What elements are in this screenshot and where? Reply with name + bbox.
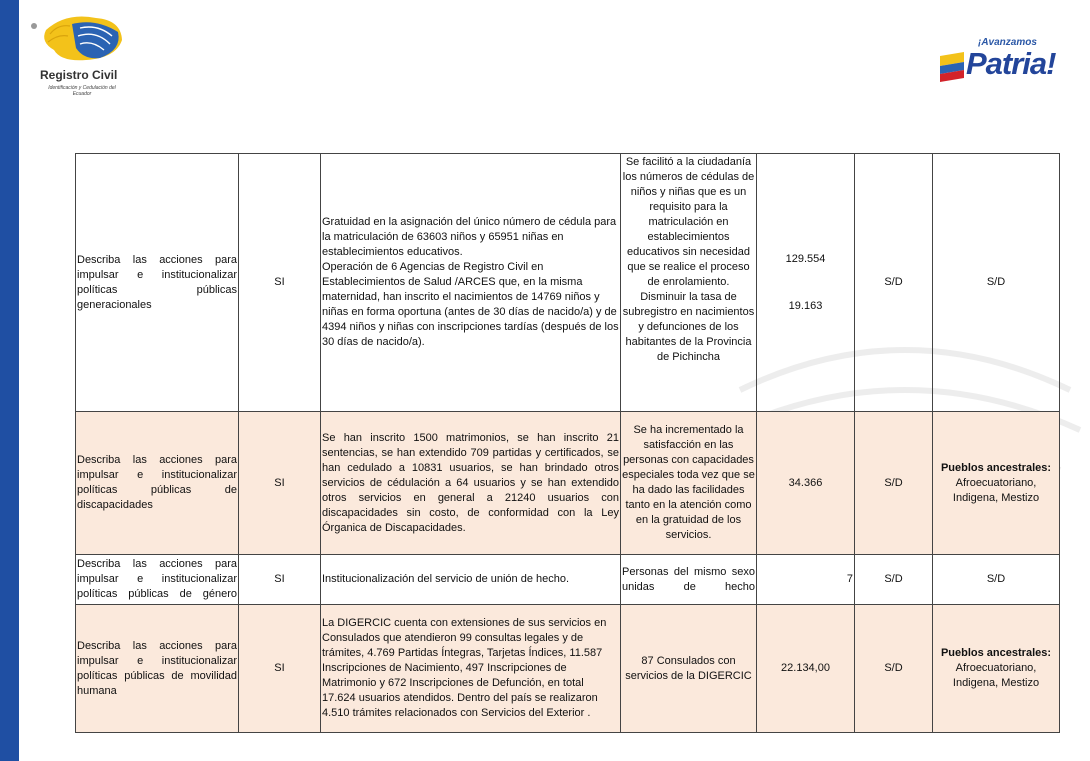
table-row (76, 605, 1060, 733)
col6-cell: S/D (855, 605, 933, 733)
left-accent-bar (0, 0, 19, 761)
question-cell: Describa las acciones para impulsar e institucionalizar políticas públicas de discapacidades (76, 412, 239, 555)
flag-ribbon-icon (938, 50, 968, 90)
col7-cell: S/D (933, 154, 1060, 412)
table-row (76, 412, 1060, 555)
results-cell: Se facilitó a la ciudadanía los números de cédulas de niños y niñas que es un requisito para la matriculación en establecimientos educativos sin necesidad que se realice el proceso de enrolamiento. Disminuir la tasa de subregistro en nacimientos y defunciones de los habitantes de la Provincia de Pichincha (621, 154, 757, 412)
answer-cell: SI (239, 605, 321, 733)
patria-tagline: ¡Avanzamos (978, 37, 1037, 48)
value-cell: 34.366 (757, 412, 855, 555)
col7-cell: Pueblos ancestrales: Afroecuatoriano, Indigena, Mestizo (933, 412, 1060, 555)
answer-cell: SI (239, 154, 321, 412)
actions-cell: Institucionalización del servicio de unión de hecho. (321, 555, 621, 605)
value-cell: 129.554 19.163 (757, 154, 855, 412)
table-row (76, 154, 1060, 412)
value-cell: 22.134,00 (757, 605, 855, 733)
actions-cell: Gratuidad en la asignación del único número de cédula para la matriculación de 63603 niños y 65951 niñas en establecimientos educativos. Operación de 6 Agencias de Registro Civil en Establecimientos de Salud /ARCES que, en la misma maternidad, han inscrito el nacimientos de 14769 niños y niñas en forma oportuna (antes de 30 días de nacido/a) y de 4394 niños y niñas con inscripciones tardías (después de los 30 días de nacido/a). (321, 154, 621, 412)
registro-civil-subtitle: Identificación y Cedulación del Ecuador (48, 85, 116, 97)
patria-word: Patria! (966, 46, 1056, 81)
answer-cell: SI (239, 412, 321, 555)
results-cell: 87 Consulados con servicios de la DIGERCIC (621, 605, 757, 733)
avanzamos-patria-logo (938, 34, 1056, 90)
pueblos-title: Pueblos ancestrales: (940, 647, 1052, 659)
value-cell: 7 (757, 555, 855, 605)
policy-table (75, 153, 1060, 733)
registro-civil-logo (26, 10, 136, 114)
registro-civil-title: Registro Civil (40, 68, 118, 82)
actions-cell: La DIGERCIC cuenta con extensiones de sus servicios en Consulados que atendieron 99 consultas legales y de trámites, 4.769 Partidas Íntegras, Tarjetas Índices, 11.587 Inscripciones de Nacimiento, 497 Inscripciones de Matrimonio y 672 Inscripciones de Defunción, en total 17.624 usuarios atendidos. Dentro del país se realizaron 4.510 trámites relacionados con Servicios del Exterior . (321, 605, 621, 733)
answer-cell: SI (239, 555, 321, 605)
actions-cell: Se han inscrito 1500 matrimonios, se han inscrito 21 sentencias, se han extendido 709 partidas y certificados, se han cedulado a 10831 usuarios, se han brindado otros servicios de cédulación a 64 usuarios y se han extendido otros servicios en general a 21240 usuarios con discapacidades sin costo, de conformidad con la Ley Órganica de Discapacidades. (321, 412, 621, 555)
col7-cell: Pueblos ancestrales: Afroecuatoriano, Indigena, Mestizo (933, 605, 1060, 733)
col6-cell: S/D (855, 154, 933, 412)
question-cell: Describa las acciones para impulsar e institucionalizar políticas públicas de movilidad humana (76, 605, 239, 733)
col6-cell: S/D (855, 555, 933, 605)
ecuador-map-icon (26, 10, 136, 70)
results-cell: Personas del mismo sexo unidas de hecho (621, 555, 757, 605)
results-cell: Se ha incrementado la satisfacción en las personas con capacidades especiales toda vez que se ha dado las facilidades tanto en la atención como en la gratuidad de los servicios. (621, 412, 757, 555)
col7-cell: S/D (933, 555, 1060, 605)
question-cell: Describa las acciones para impulsar e institucionalizar políticas públicas de género (76, 555, 239, 605)
question-cell: Describa las acciones para impulsar e institucionalizar políticas públicas generacionales (76, 154, 239, 412)
pueblos-title: Pueblos ancestrales: (940, 461, 1052, 474)
table-row (76, 555, 1060, 605)
col6-cell: S/D (855, 412, 933, 555)
